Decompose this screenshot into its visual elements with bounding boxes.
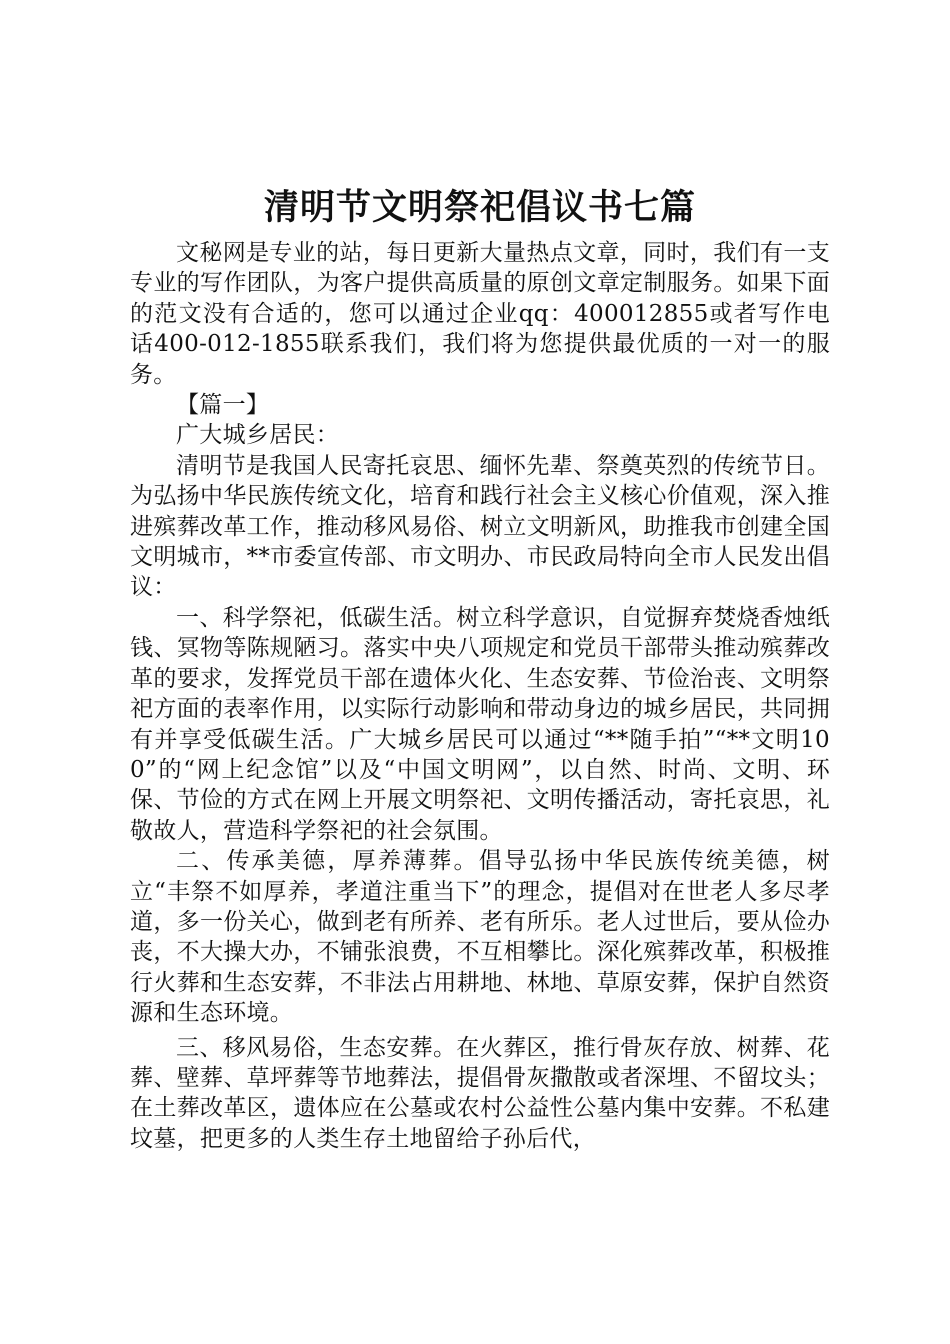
proposal-item-2: 二、传承美德，厚养薄葬。倡导弘扬中华民族传统美德，树立“丰祭不如厚养，孝道注重当下”的理念，提倡对在世老人多尽孝道，多一份关心，做到老有所养、老有所乐。老人过世后，要从俭办丧，不大操大办，不铺张浪费，不互相攀比。深化殡葬改革，积极推行火葬和生态安葬，不非法占用耕地、林地、草原安葬，保护自然资源和生态环境。 xyxy=(130,848,830,1027)
document-title: 清明节文明祭祀倡议书七篇 xyxy=(263,187,696,228)
proposal-item-3: 三、移风易俗，生态安葬。在火葬区，推行骨灰存放、树葬、花葬、壁葬、草坪葬等节地葬法，提倡骨灰撒散或者深埋、不留坟头；在土葬改革区，遗体应在公墓或农村公益性公墓内集中安葬。不私建坟墓，把更多的人类生存土地留给子孙后代， xyxy=(130,1034,830,1152)
body-paragraph: 清明节是我国人民寄托哀思、缅怀先辈、祭奠英烈的传统节日。为弘扬中华民族传统文化，培育和践行社会主义核心价值观，深入推进殡葬改革工作，推动移风易俗、树立文明新风，助推我市创建全国文明城市，**市委宣传部、市文明办、市民政局特向全市人民发出倡议： xyxy=(130,452,830,601)
intro-paragraph: 文秘网是专业的站，每日更新大量热点文章，同时，我们有一支专业的写作团队，为客户提供高质量的原创文章定制服务。如果下面的范文没有合适的，您可以通过企业qq：400012855或者写作电话400-012-1855联系我们，我们将为您提供最优质的一对一的服务。 xyxy=(130,240,830,388)
document-body xyxy=(130,182,830,1154)
section-heading: 【篇一】 xyxy=(176,392,270,419)
proposal-item-1: 一、科学祭祀，低碳生活。树立科学意识，自觉摒弃焚烧香烛纸钱、冥物等陈规陋习。落实中央八项规定和党员干部带头推动殡葬改革的要求，发挥党员干部在遗体火化、生态安葬、节俭治丧、文明祭祀方面的表率作用，以实际行动影响和带动身边的城乡居民，共同拥有并享受低碳生活。广大城乡居民可以通过“**随手拍”“**文明100”的“网上纪念馆”以及“中国文明网”，以自然、时尚、文明、环保、节俭的方式在网上开展文明祭祀、文明传播活动，寄托哀思，礼敬故人，营造科学祭祀的社会氛围。 xyxy=(130,604,830,844)
salutation: 广大城乡居民： xyxy=(176,422,340,449)
